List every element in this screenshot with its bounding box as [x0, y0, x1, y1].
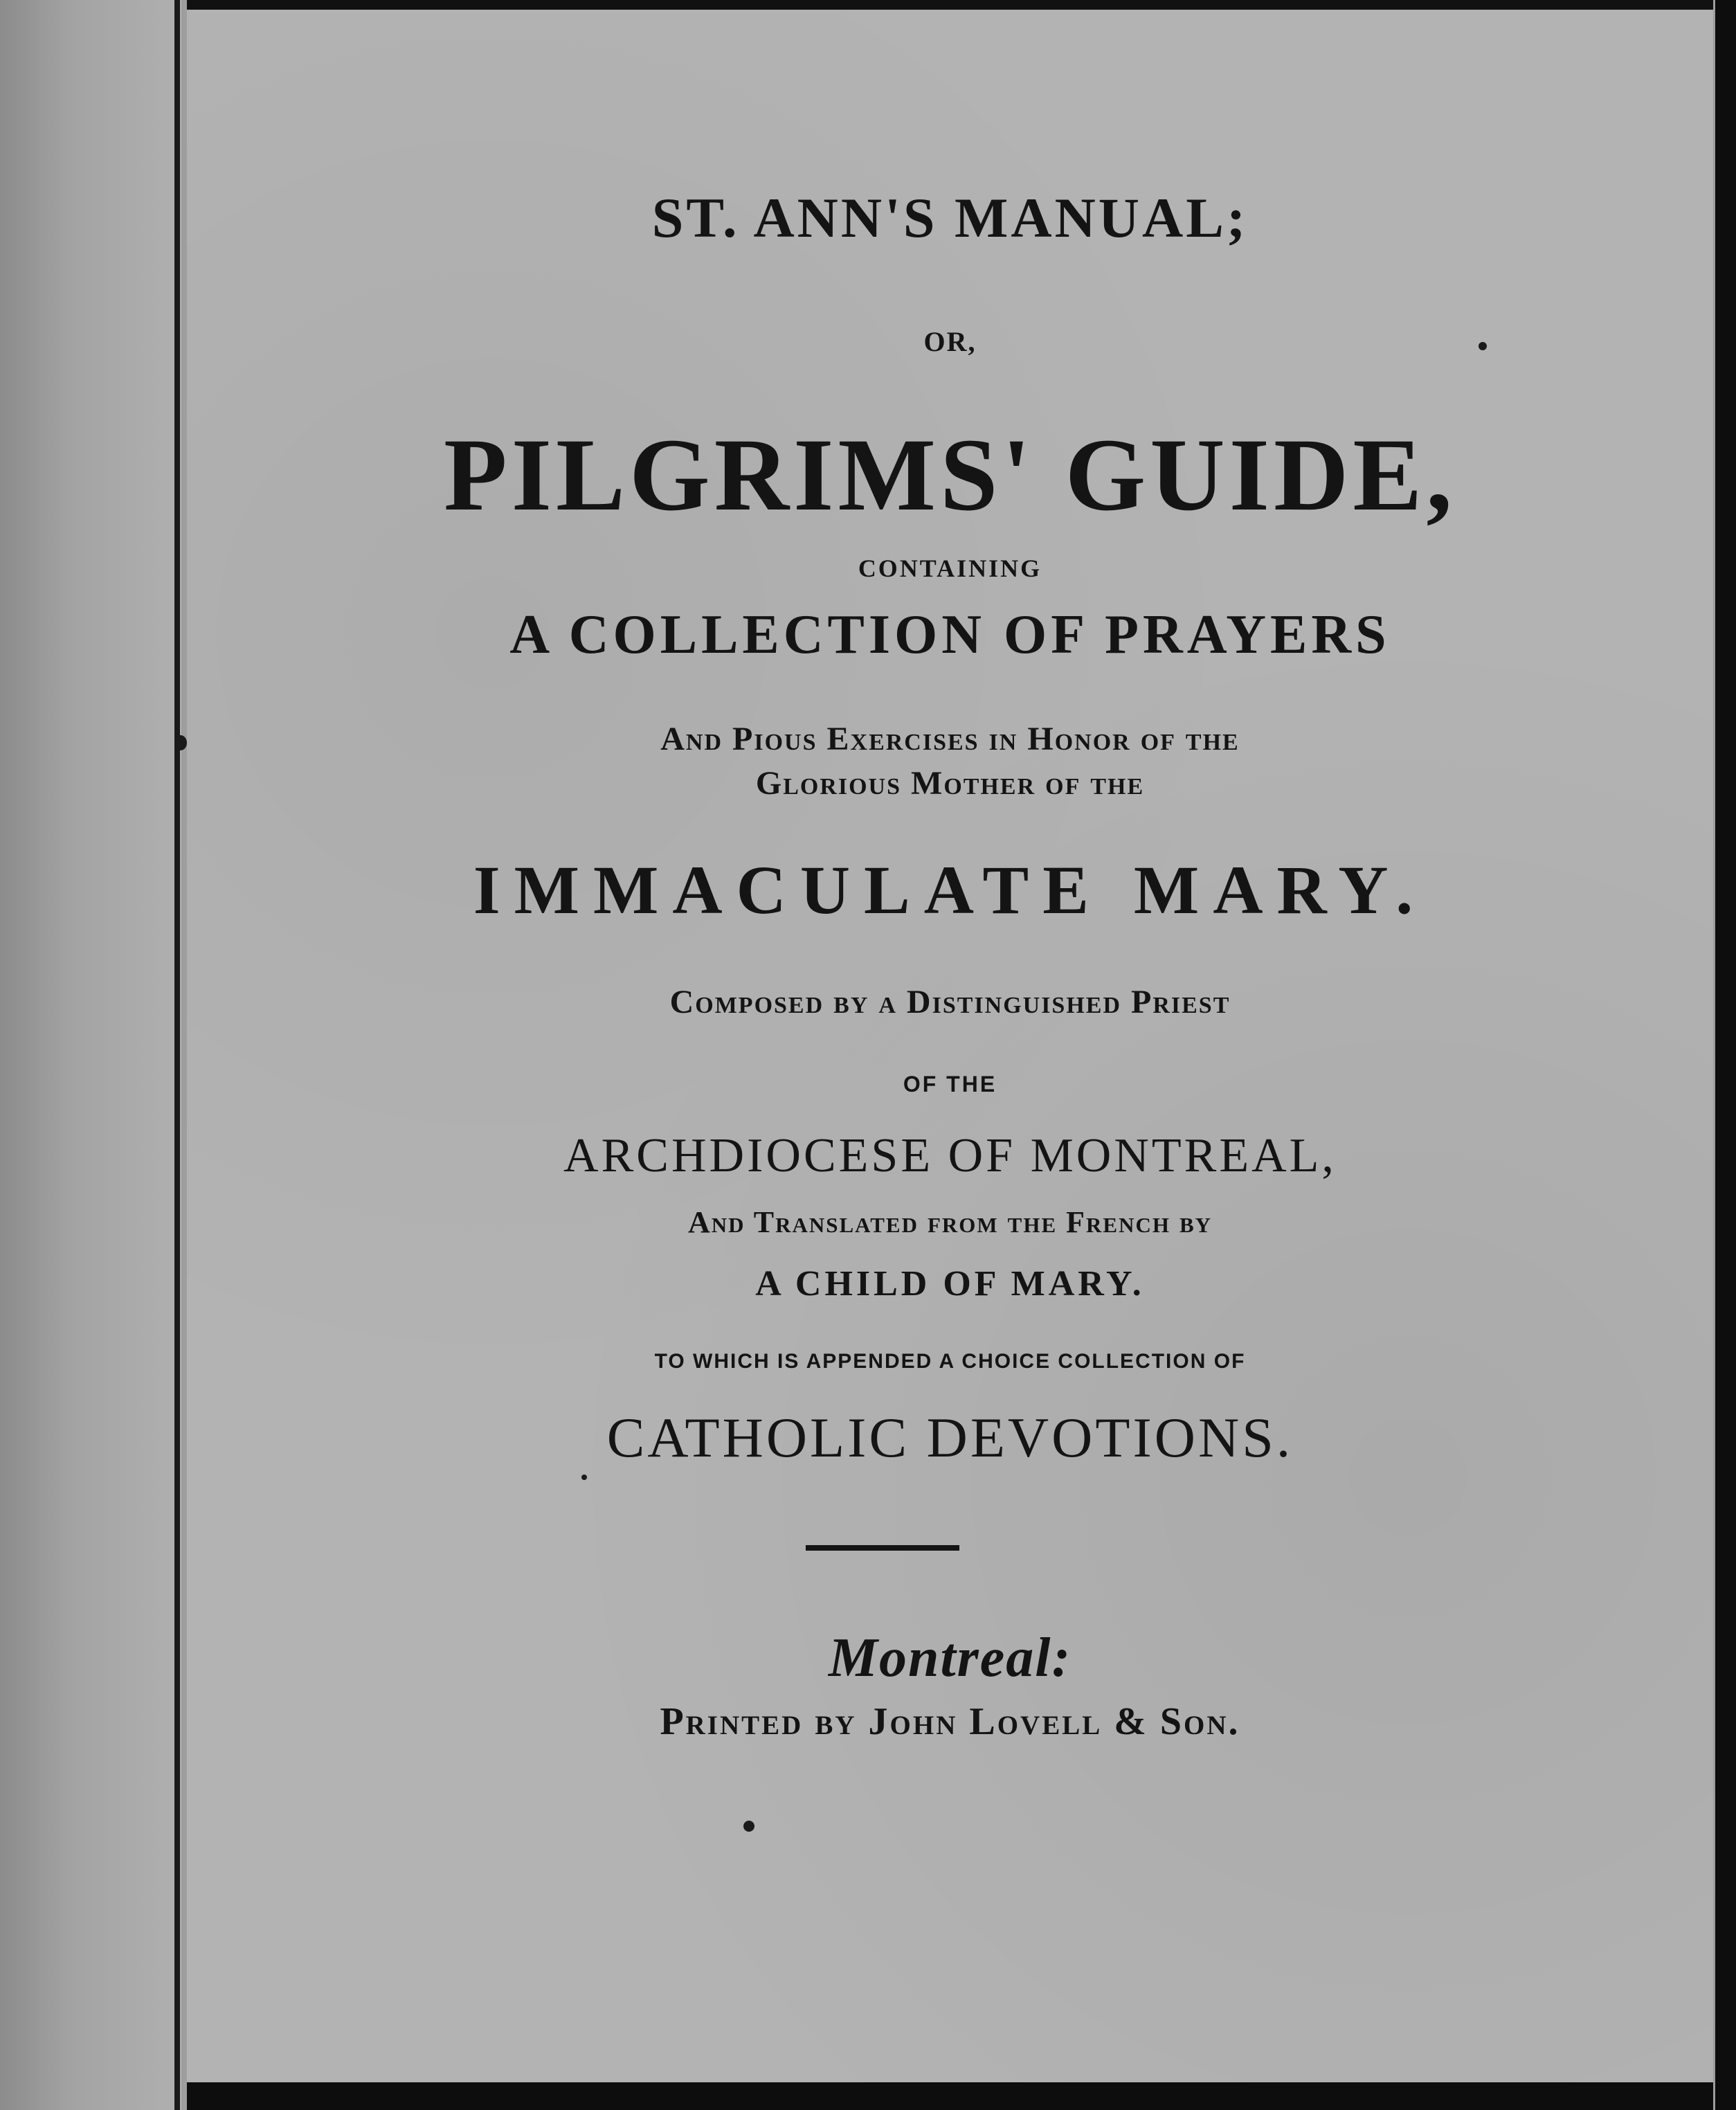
pious-line-1: And Pious Exercises in Honor of the [660, 721, 1240, 757]
page-edge-bottom [187, 2082, 1713, 2110]
page-edge-right [1715, 0, 1736, 2110]
imprint-printer: Printed by John Lovell & Son. [660, 1700, 1240, 1743]
pious-line-2: Glorious Mother of the [755, 765, 1145, 802]
containing-label: CONTAINING [858, 554, 1042, 582]
catholic-devotions-line: CATHOLIC DEVOTIONS. [606, 1406, 1294, 1469]
appended-line: TO WHICH IS APPENDED A CHOICE COLLECTION OF [654, 1350, 1246, 1373]
left-facing-leaf [0, 0, 181, 2110]
paper-speck [743, 1821, 754, 1832]
imprint-place: Montreal: [828, 1627, 1072, 1688]
of-the-line: OF THE [903, 1072, 997, 1097]
or-connector: OR, [923, 326, 977, 357]
archdiocese-line: ARCHDIOCESE OF MONTREAL, [563, 1129, 1337, 1182]
main-title: ST. ANN'S MANUAL; [651, 186, 1249, 249]
child-of-mary-line: A CHILD OF MARY. [755, 1264, 1145, 1304]
horizontal-rule [806, 1545, 959, 1551]
subtitle: PILGRIMS' GUIDE, [444, 417, 1456, 532]
paper-speck [174, 735, 187, 750]
translated-line: And Translated from the French by [687, 1205, 1213, 1239]
composed-by-line: Composed by a Distinguished Priest [669, 984, 1231, 1020]
page-edge-top [187, 0, 1713, 10]
immaculate-mary-heading: IMMACULATE MARY. [473, 851, 1427, 928]
paper-speck [1479, 342, 1487, 350]
paper-speck [581, 1475, 587, 1480]
title-page [187, 0, 1713, 2110]
spine-shadow [174, 0, 180, 2110]
collection-line: A COLLECTION OF PRAYERS [509, 604, 1391, 665]
